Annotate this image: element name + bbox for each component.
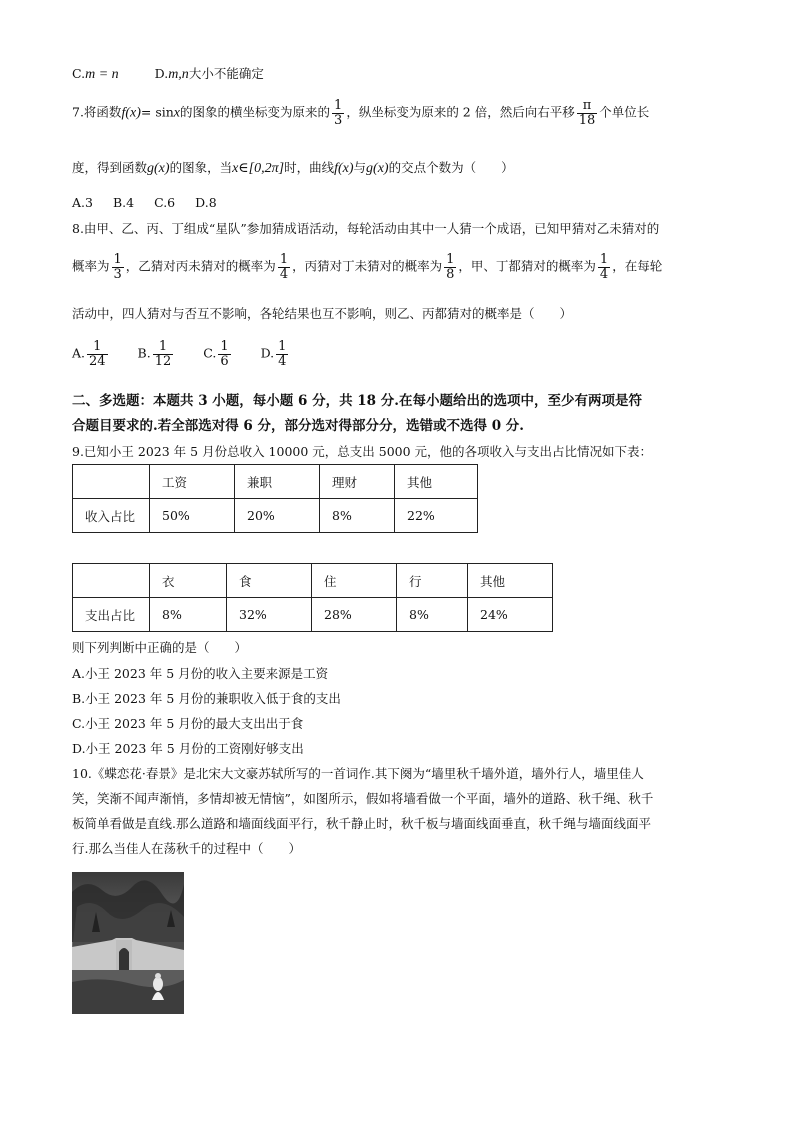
q7-text: 的图象，当 — [169, 160, 233, 175]
expense-header-cell: 其他 — [468, 564, 553, 598]
income-header-cell: 工资 — [150, 465, 235, 499]
expense-header-cell: 食 — [227, 564, 312, 598]
q7-text: 的图象的横坐标变为原来的 — [180, 104, 331, 120]
expense-cell: 8% — [150, 598, 227, 632]
q8-text: ，乙猜对丙未猜对的概率为 — [125, 258, 276, 274]
expense-cell: 32% — [227, 598, 312, 632]
q7-fraction-pi-18: $\frac{\pi}{18}$ — [578, 98, 596, 128]
q8-option-d-label: D. — [260, 345, 275, 361]
q8-fraction-1: $\frac{1}{3}$ — [113, 252, 122, 282]
expense-header-cell: 衣 — [150, 564, 227, 598]
expense-header-cell: 行 — [397, 564, 468, 598]
section2-heading-line2: 合题目要求的.若全部选对得 6 分，部分选对得部分分，选错或不选得 0 分. — [72, 418, 524, 434]
q8-option-a-fraction: $\frac{1}{24}$ — [89, 339, 106, 369]
q6-option-d-expr: m,n — [168, 67, 189, 82]
q7-option-d: D.8 — [195, 195, 217, 210]
income-header-cell — [73, 465, 150, 499]
q7-x: x — [173, 105, 181, 121]
q8-line2 — [72, 253, 662, 281]
q10-line1: 10.《蝶恋花·春景》是北宋大文豪苏轼所写的一首词作.其下阕为“墙里秋千墙外道，墙外行人，墙里佳人 — [72, 766, 644, 781]
q7-option-a: A.3 — [72, 195, 93, 210]
q9-option-b: B.小王 2023 年 5 月份的兼职收入低于食的支出 — [72, 691, 341, 706]
q8-option-b-fraction: $\frac{1}{12}$ — [154, 339, 172, 369]
q8-text: ，甲、丁都猜对的概率为 — [458, 258, 596, 274]
q8-line1: 8.由甲、乙、丙、丁组成“星队”参加猜成语活动，每轮活动由其中一人猜一个成语，已知甲猜对乙未猜对的 — [72, 221, 660, 236]
q7-interval: x∈[0,2π] — [232, 161, 285, 176]
q7-line1 — [72, 99, 649, 127]
income-cell: 8% — [320, 499, 395, 533]
expense-row-label: 支出占比 — [73, 598, 150, 632]
q6-options — [72, 66, 264, 84]
income-cell: 50% — [150, 499, 235, 533]
q8-option-c-label: C. — [203, 345, 217, 361]
q8-text: 概率为 — [72, 258, 110, 274]
q6-option-c-label: C. — [72, 66, 86, 81]
expense-cell: 28% — [312, 598, 397, 632]
q7-gx: g(x) — [366, 161, 389, 176]
q7-text: 个单位长 — [599, 104, 650, 120]
q7-gx: g(x) — [147, 161, 170, 176]
q9-stem: 9.已知小王 2023 年 5 月份总收入 10000 元，总支出 5000 元，他的各项收入与支出占比情况如下表： — [72, 444, 653, 459]
income-cell: 22% — [395, 499, 478, 533]
q7-text: 与 — [353, 160, 367, 175]
swing-painting-image — [72, 872, 184, 1014]
q6-option-c-expr: m = n — [85, 67, 119, 82]
q7-option-b: B.4 — [112, 195, 135, 210]
expense-cell: 8% — [397, 598, 468, 632]
q8-fraction-4: $\frac{1}{4}$ — [599, 252, 609, 282]
income-table-header-row — [73, 465, 478, 499]
q7-text: 时，曲线 — [284, 160, 335, 175]
income-cell: 20% — [235, 499, 320, 533]
income-header-cell: 兼职 — [235, 465, 320, 499]
q8-text: ，在每轮 — [612, 258, 663, 274]
section2-heading-line1: 二、多选题：本题共 3 小题，每小题 6 分，共 18 分.在每小题给出的选项中，至少有两项是符 — [72, 393, 642, 409]
q8-options — [72, 340, 290, 368]
q8-option-c-fraction: $\frac{1}{6}$ — [220, 339, 229, 369]
q8-fraction-2: $\frac{1}{4}$ — [279, 252, 289, 282]
expense-cell: 24% — [468, 598, 553, 632]
q8-line3: 活动中，四人猜对与否互不影响，各轮结果也互不影响，则乙、丙都猜对的概率是（ ） — [72, 306, 573, 321]
q9-option-d: D.小王 2023 年 5 月份的工资刚好够支出 — [72, 741, 304, 756]
q8-text: ，丙猜对丁未猜对的概率为 — [292, 258, 443, 274]
income-header-cell: 其他 — [395, 465, 478, 499]
expense-header-cell — [73, 564, 150, 598]
q7-text: ，纵坐标变为原来的 2 倍，然后向右平移 — [346, 104, 575, 120]
q7-fx: f(x) — [121, 105, 141, 121]
q10-line4: 行.那么当佳人在荡秋千的过程中（ ） — [72, 841, 301, 856]
q7-text: 度，得到函数 — [72, 160, 148, 175]
q7-eq: = sin — [140, 104, 174, 120]
q7-text: 7.将函数 — [72, 104, 122, 120]
q7-fx: f(x) — [334, 161, 354, 176]
q8-option-a-label: A. — [72, 345, 86, 361]
q6-option-d-text: 大小不能确定 — [188, 66, 264, 81]
q7-options — [72, 195, 237, 210]
income-row-label: 收入占比 — [73, 499, 150, 533]
expense-header-cell: 住 — [312, 564, 397, 598]
q7-text: 的交点个数为（ ） — [388, 160, 514, 175]
income-header-cell: 理财 — [320, 465, 395, 499]
q6-option-d-label: D. — [154, 66, 169, 81]
q7-option-c: C.6 — [154, 195, 176, 210]
q8-fraction-3: $\frac{1}{8}$ — [446, 252, 455, 282]
q7-fraction-one-third: $\frac{1}{3}$ — [334, 98, 343, 128]
q10-line2: 笑，笑渐不闻声渐悄，多情却被无情恼”，如图所示，假如将墙看做一个平面，墙外的道路、秋千绳、秋千 — [72, 791, 654, 806]
q9-option-a: A.小王 2023 年 5 月份的收入主要来源是工资 — [72, 666, 329, 681]
expense-table-row — [73, 598, 553, 632]
q9-option-c: C.小王 2023 年 5 月份的最大支出出于食 — [72, 716, 304, 731]
expense-table — [72, 563, 553, 632]
q8-option-b-label: B. — [137, 345, 151, 361]
q7-line2 — [72, 160, 514, 178]
income-table — [72, 464, 478, 533]
q8-option-d-fraction: $\frac{1}{4}$ — [278, 339, 287, 369]
expense-table-header-row — [73, 564, 553, 598]
q9-question: 则下列判断中正确的是（ ） — [72, 640, 248, 655]
q10-line3: 板简单看做是直线.那么道路和墙面线面平行，秋千静止时，秋千板与墙面线面垂直，秋千绳与墙面线面平 — [72, 816, 651, 831]
income-table-row — [73, 499, 478, 533]
